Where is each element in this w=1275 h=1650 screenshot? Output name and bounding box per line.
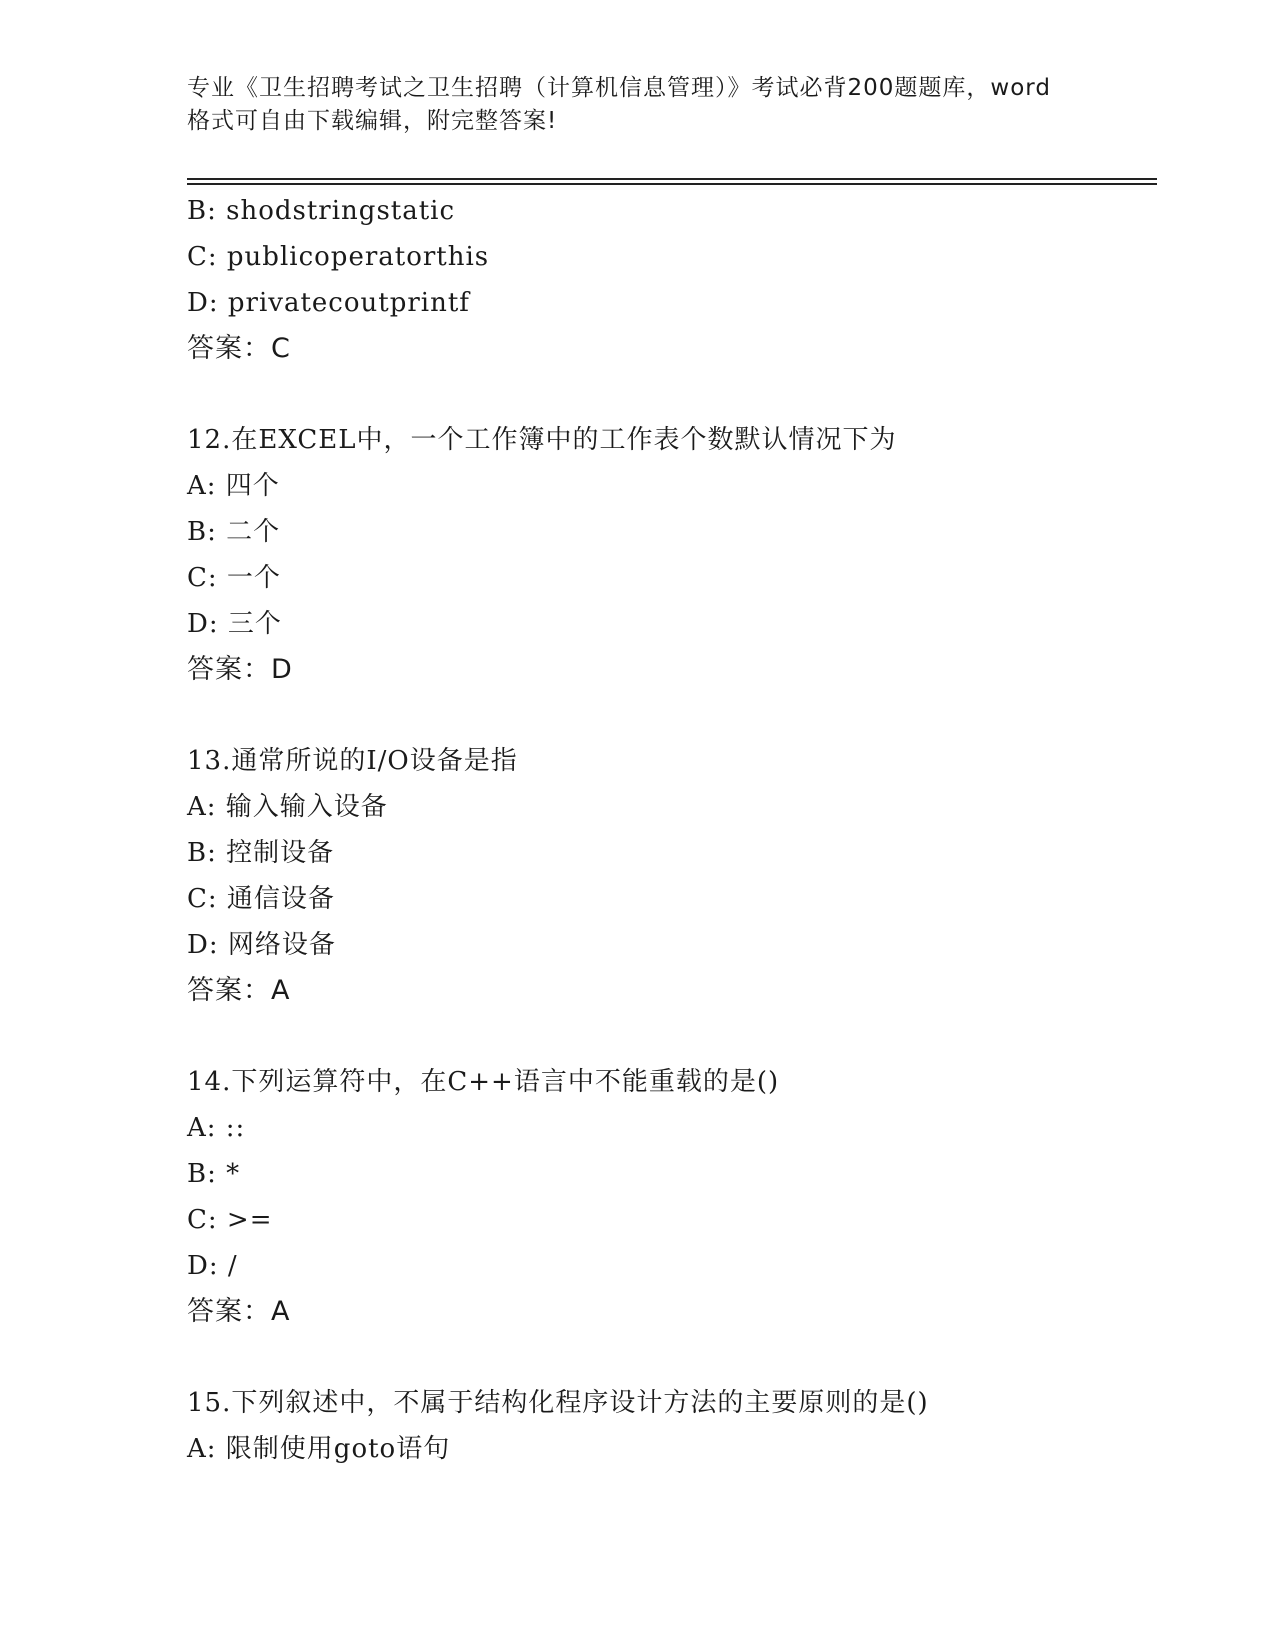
option-d: D: 三个 xyxy=(187,609,282,639)
answer-line: 答案：C xyxy=(187,333,291,364)
option-b: B: 二个 xyxy=(187,517,281,547)
answer-line: 答案：A xyxy=(187,1296,291,1327)
option-c: C: 一个 xyxy=(187,563,281,593)
option-b: B: 控制设备 xyxy=(187,838,335,868)
question-14 xyxy=(187,1059,1147,1335)
option-a: A: :: xyxy=(187,1113,246,1143)
option-a: A: 限制使用goto语句 xyxy=(187,1434,451,1464)
option-a: A: 四个 xyxy=(187,471,280,501)
question-content xyxy=(187,188,1147,1472)
answer-line: 答案：D xyxy=(187,654,293,685)
question-11-tail xyxy=(187,188,1147,372)
option-c: C: 通信设备 xyxy=(187,884,335,914)
option-d: D: privatecoutprintf xyxy=(187,288,470,318)
answer-line: 答案：A xyxy=(187,975,291,1006)
header-line-2: 格式可自由下载编辑，附完整答案! xyxy=(187,108,558,134)
document-header xyxy=(187,72,1087,138)
question-15 xyxy=(187,1380,1147,1472)
header-divider-top xyxy=(187,178,1157,180)
option-c: C: >= xyxy=(187,1205,273,1235)
question-13 xyxy=(187,738,1147,1014)
option-b: B: shodstringstatic xyxy=(187,196,456,226)
header-divider-bottom xyxy=(187,183,1157,185)
option-d: D: 网络设备 xyxy=(187,930,336,960)
question-stem: 15.下列叙述中，不属于结构化程序设计方法的主要原则的是() xyxy=(187,1388,929,1418)
header-line-1: 专业《卫生招聘考试之卫生招聘（计算机信息管理）》考试必背200题题库，word xyxy=(187,75,1051,101)
option-c: C: publicoperatorthis xyxy=(187,242,490,272)
question-stem: 14.下列运算符中，在C++语言中不能重载的是() xyxy=(187,1067,780,1097)
question-12 xyxy=(187,417,1147,693)
question-stem: 13.通常所说的I/O设备是指 xyxy=(187,746,518,776)
option-a: A: 输入输入设备 xyxy=(187,792,388,822)
option-d: D: / xyxy=(187,1251,238,1281)
option-b: B: * xyxy=(187,1159,241,1189)
question-stem: 12.在EXCEL中，一个工作簿中的工作表个数默认情况下为 xyxy=(187,425,897,455)
